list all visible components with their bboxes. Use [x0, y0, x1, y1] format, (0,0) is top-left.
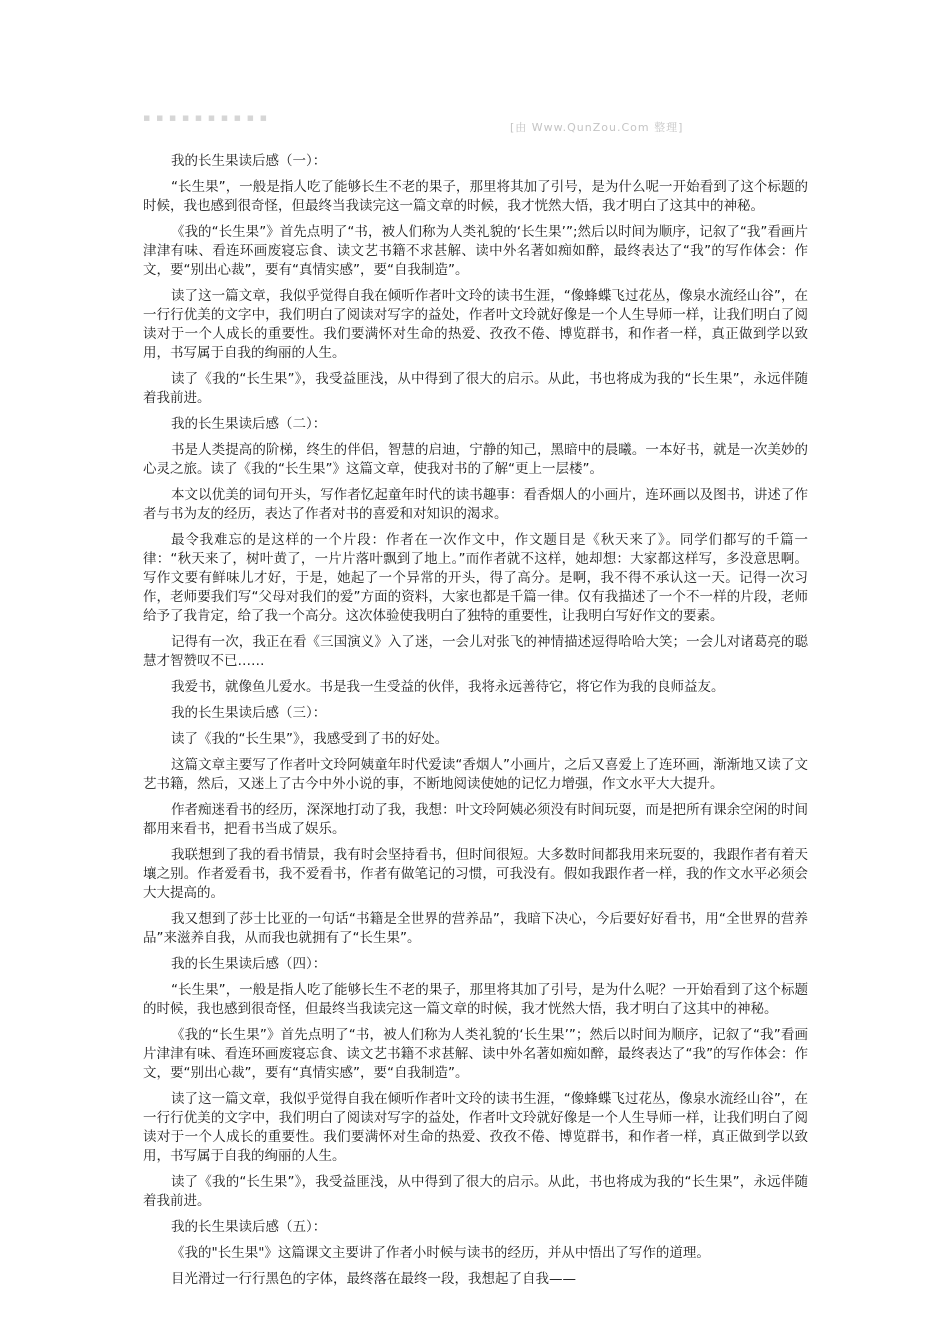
- paragraph: 这篇文章主要写了作者叶文玲阿姨童年时代爱读“香烟人”小画片，之后又喜爱上了连环画，渐渐地又读了文艺书籍，然后，又迷上了古今中外小说的事，不断地阅读使她的记忆力增强，作文水平大大提升。: [143, 757, 808, 792]
- paragraph: 我联想到了我的看书情景，我有时会坚持看书，但时间很短。大多数时间都我用来玩耍的，我跟作者有着天壤之别。作者爱看书，我不爱看书，作者有做笔记的习惯，可我没有。假如我跟作者一样，我的作文水平必须会大大提高的。: [143, 847, 808, 901]
- paragraph: 《我的“长生果”》首先点明了“书，被人们称为人类礼貌的‘长生果’”;然后以时间为顺序，记叙了“我”看画片津津有味、看连环画废寝忘食、读文艺书籍不求甚解、读中外名著如痴如醉，最终表达了“我”的写作体会：作文，要“别出心裁”，要有“真情实感”，要“自我制造”。: [143, 224, 808, 278]
- section-title: 我的长生果读后感（五）：: [171, 1219, 327, 1235]
- paragraph: 读了这一篇文章，我似乎觉得自我在倾听作者叶文玲的读书生涯，“像蜂蝶飞过花丛，像泉水流经山谷”，在一行行优美的文字中，我们明白了阅读对写字的益处，作者叶文玲就好像是一个人生导师一样，让我们明白了阅读对于一个人成长的重要性。我们要满怀对生命的热爱、孜孜不倦、博览群书，和作者一样，真正做到学以致用，书写属于自我的绚丽的人生。: [143, 288, 808, 361]
- paragraph: 书是人类提高的阶梯，终生的伴侣，智慧的启迪，宁静的知己，黑暗中的晨曦。一本好书，就是一次美妙的心灵之旅。读了《我的“长生果”》这篇文章，使我对书的了解“更上一层楼”。: [143, 442, 808, 477]
- section-title: 我的长生果读后感（三）：: [171, 705, 327, 721]
- paragraph: 目光滑过一行行黑色的字体，最终落在最终一段，我想起了自我——: [171, 1271, 576, 1287]
- paragraph: “长生果”，一般是指人吃了能够长生不老的果子，那里将其加了引号，是为什么呢？一开始看到了这个标题的时候，我也感到很奇怪，但最终当我读完这一篇文章的时候，我才恍然大悟，我才明白了这其中的神秘。: [143, 982, 808, 1017]
- faint-header-text: ▪ ▪ ▪ ▪ ▪ ▪ ▪ ▪ ▪ ▪: [143, 111, 269, 123]
- watermark: [由 Www.QunZou.Com 整理]: [510, 121, 684, 134]
- section-title: 我的长生果读后感（一）：: [171, 153, 327, 169]
- paragraph: 《我的"长生果"》这篇课文主要讲了作者小时候与读书的经历，并从中悟出了写作的道理。: [171, 1245, 710, 1261]
- paragraph: 读了《我的“长生果”》，我受益匪浅，从中得到了很大的启示。从此，书也将成为我的“长生果”，永远伴随着我前进。: [143, 1174, 808, 1209]
- paragraph: 本文以优美的词句开头，写作者忆起童年时代的读书趣事：看香烟人的小画片，连环画以及图书，讲述了作者与书为友的经历，表达了作者对书的喜爱和对知识的渴求。: [143, 487, 808, 522]
- paragraph: 《我的“长生果”》首先点明了“书，被人们称为人类礼貌的‘长生果’”；然后以时间为顺序，记叙了“我”看画片津津有味、看连环画废寝忘食、读文艺书籍不求甚解、读中外名著如痴如醉，最终表达了“我”的写作体会：作文，要“别出心裁”，要有“真情实感”，要“自我制造”。: [143, 1027, 808, 1081]
- paragraph: 记得有一次，我正在看《三国演义》入了迷，一会儿对张飞的神情描述逗得哈哈大笑；一会儿对诸葛亮的聪慧才智赞叹不已……: [143, 634, 808, 669]
- section-title: 我的长生果读后感（四）：: [171, 956, 327, 972]
- paragraph: “长生果”，一般是指人吃了能够长生不老的果子，那里将其加了引号，是为什么呢一开始看到了这个标题的时候，我也感到很奇怪，但最终当我读完这一篇文章的时候，我才恍然大悟，我才明白了这其中的神秘。: [143, 179, 808, 214]
- paragraph: 读了这一篇文章，我似乎觉得自我在倾听作者叶文玲的读书生涯，“像蜂蝶飞过花丛，像泉水流经山谷”，在一行行优美的文字中，我们明白了阅读对写字的益处，作者叶文玲就好像是一个人生导师一样，让我们明白了阅读对于一个人成长的重要性。我们要满怀对生命的热爱、孜孜不倦、博览群书，和作者一样，真正做到学以致用，书写属于自我的绚丽的人生。: [143, 1091, 808, 1164]
- paragraph: 最令我难忘的是这样的一个片段：作者在一次作文中，作文题目是《秋天来了》。同学们都写的千篇一律：“秋天来了，树叶黄了，一片片落叶飘到了地上。”而作者就不这样，她却想：大家都这样写，多没意思啊。写作文要有鲜味儿才好，于是，她起了一个异常的开头，得了高分。是啊，我不得不承认这一天。记得一次习作，老师要我们写“父母对我们的爱”方面的资料，大家也都是千篇一律。仅有我描述了一个不一样的片段，老师给予了我肯定，给了我一个高分。这次体验使我明白了独特的重要性，让我明白写好作文的要素。: [143, 532, 808, 624]
- paragraph: 读了《我的“长生果”》，我感受到了书的好处。: [171, 731, 449, 747]
- paragraph: 作者痴迷看书的经历，深深地打动了我，我想：叶文玲阿姨必须没有时间玩耍，而是把所有课余空闲的时间都用来看书，把看书当成了娱乐。: [143, 802, 808, 837]
- paragraph: 我又想到了莎士比亚的一句话“书籍是全世界的营养品”，我暗下决心，今后要好好看书，用“全世界的营养品”来滋养自我，从而我也就拥有了“长生果”。: [143, 911, 808, 946]
- paragraph: 读了《我的“长生果”》，我受益匪浅，从中得到了很大的启示。从此，书也将成为我的“长生果”，永远伴随着我前进。: [143, 371, 808, 406]
- document-body: [143, 152, 808, 1296]
- section-title: 我的长生果读后感（二）：: [171, 416, 327, 432]
- paragraph: 我爱书，就像鱼儿爱水。书是我一生受益的伙伴，我将永远善待它，将它作为我的良师益友。: [171, 679, 725, 695]
